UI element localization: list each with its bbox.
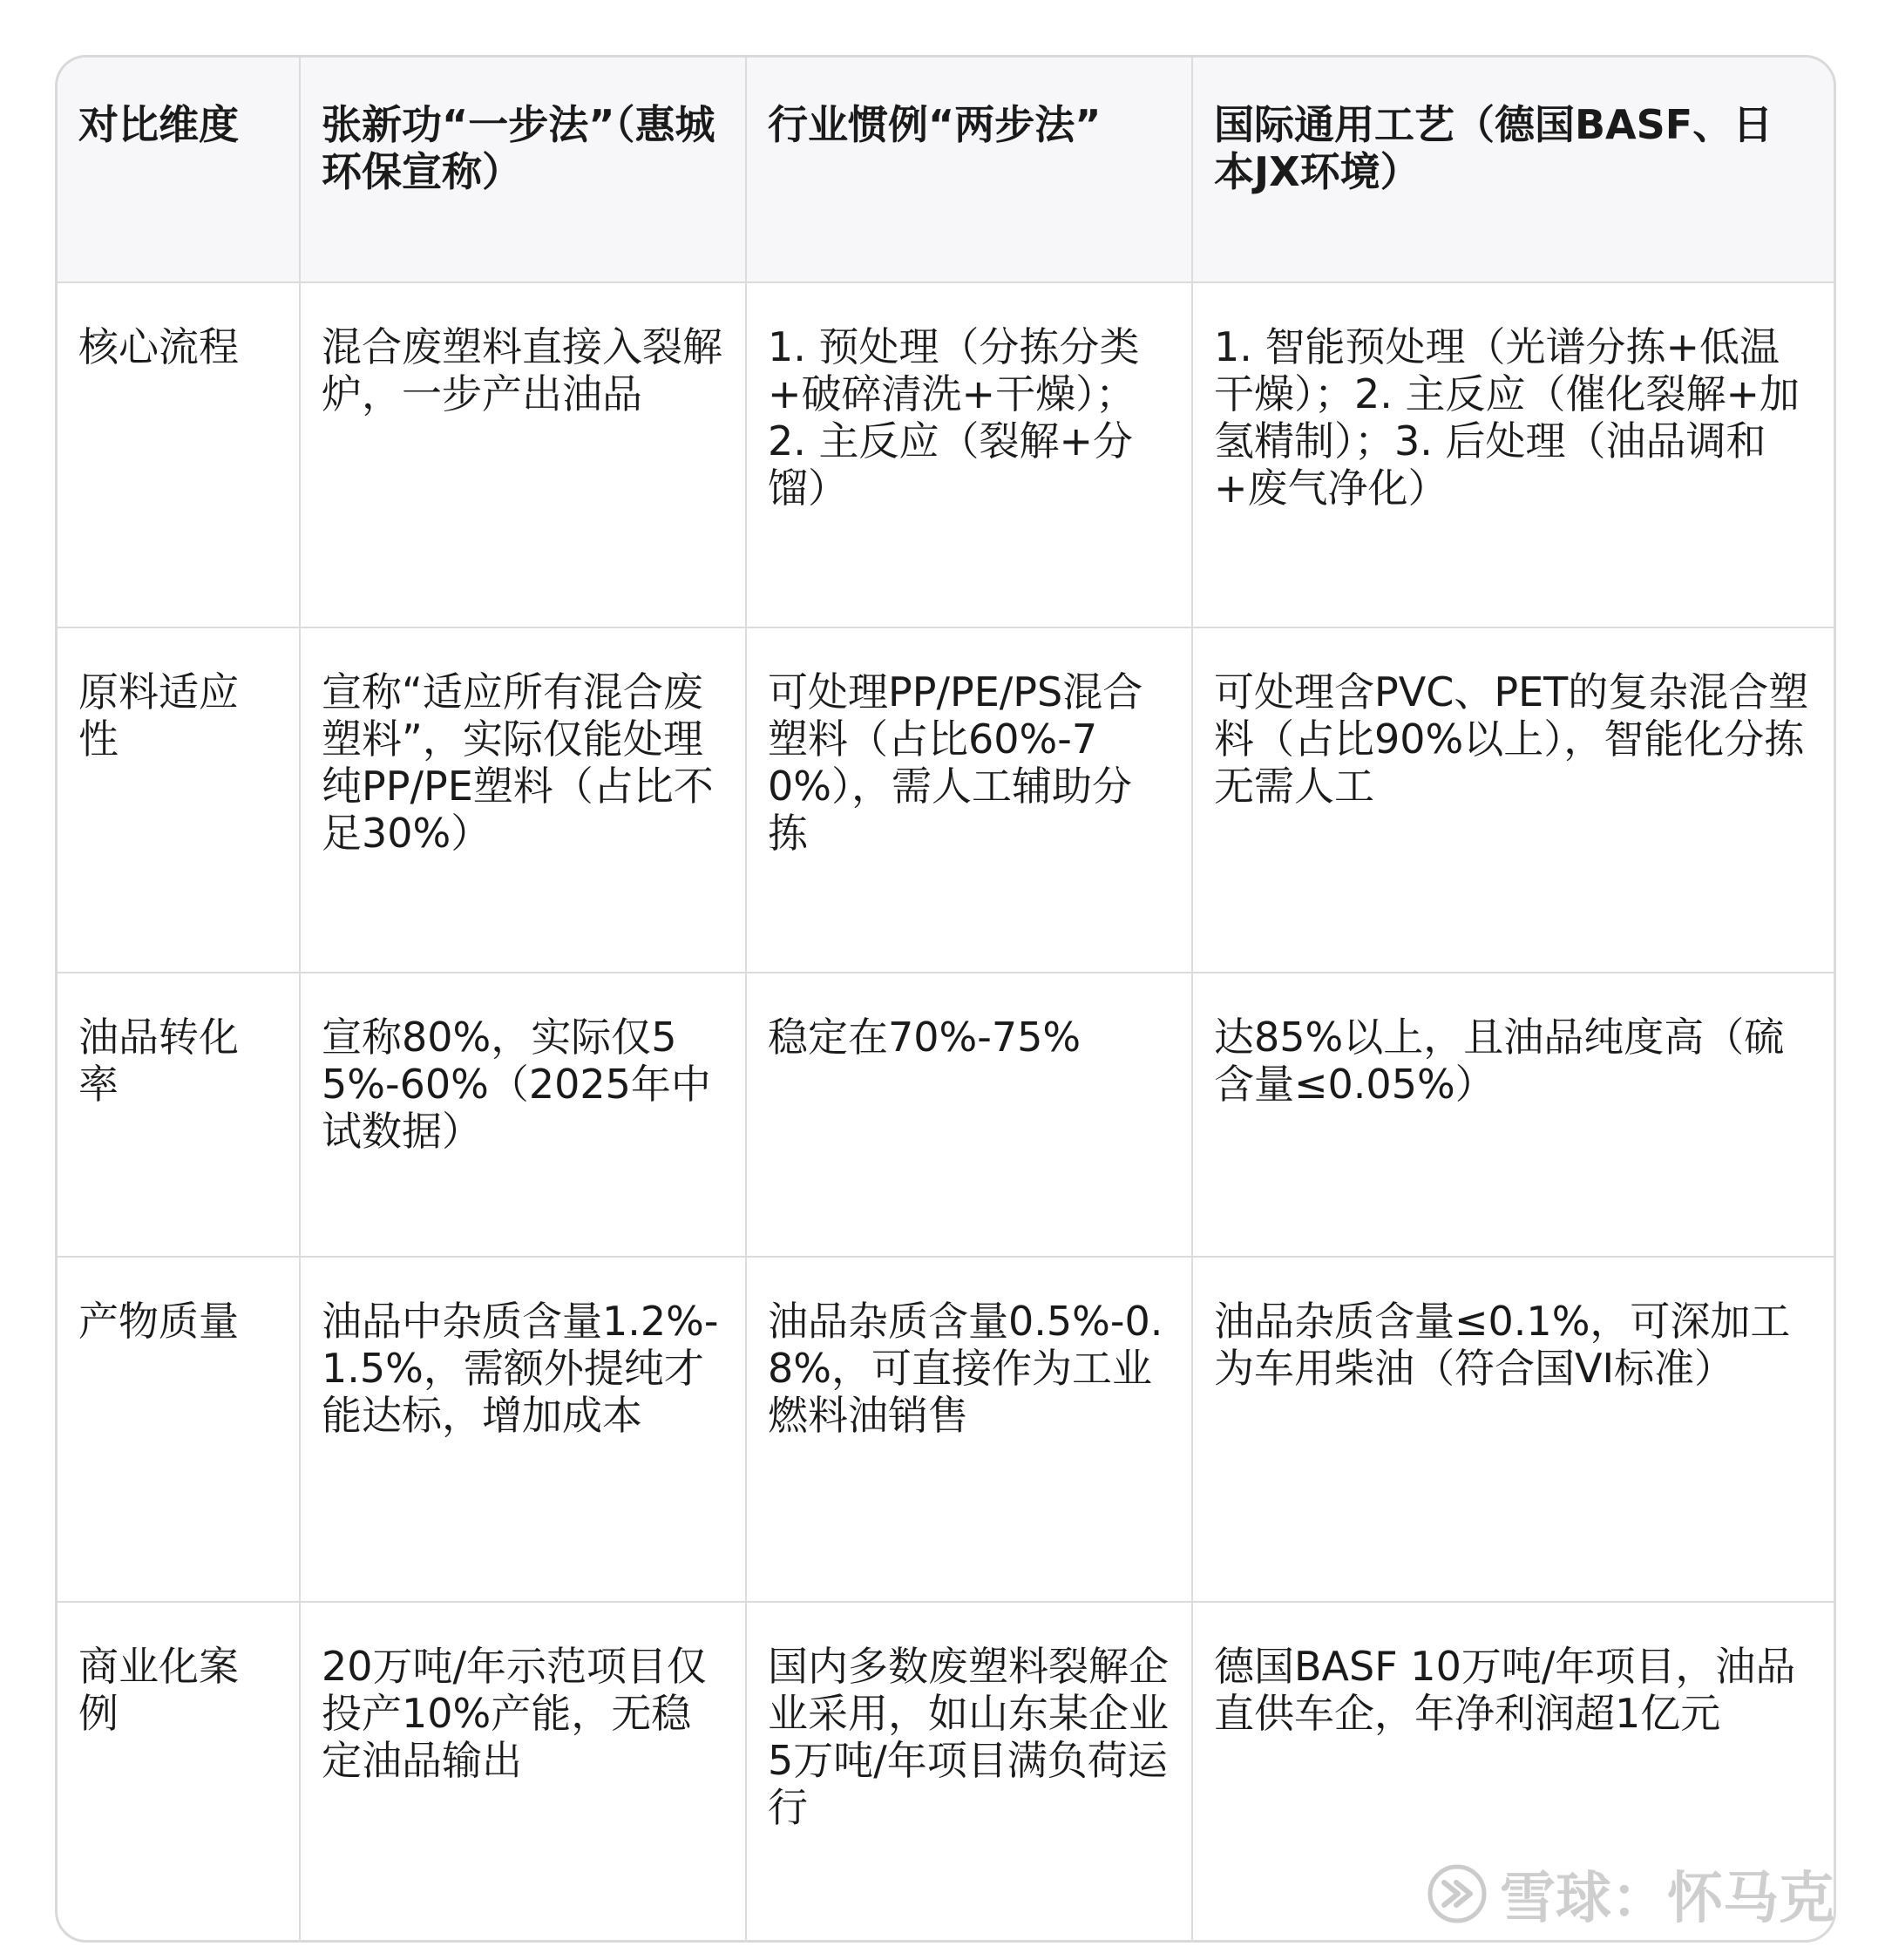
header-two-step-method: 行业惯例“两步法” xyxy=(746,58,1192,282)
table-cell: 达85%以上，且油品纯度高（硫含量≤0.05%） xyxy=(1192,973,1834,1257)
row-label: 油品转化率 xyxy=(58,973,300,1257)
table-cell: 油品杂质含量≤0.1%，可深加工为车用柴油（符合国VI标准） xyxy=(1192,1257,1834,1602)
table-row xyxy=(58,1602,1834,1942)
row-label: 产物质量 xyxy=(58,1257,300,1602)
table-cell: 混合废塑料直接入裂解炉，一步产出油品 xyxy=(300,282,746,627)
watermark-text: 雪球：怀马克 xyxy=(1500,1867,1834,1931)
table-cell: 可处理含PVC、PET的复杂混合塑料（占比90%以上），智能化分拣无需人工 xyxy=(1192,627,1834,973)
table-cell xyxy=(746,282,1192,627)
table-row xyxy=(58,973,1834,1257)
row-label: 原料适应性 xyxy=(58,627,300,973)
table-row xyxy=(58,282,1834,627)
table-row xyxy=(58,627,1834,973)
table-cell: 20万吨/年示范项目仅投产10%产能，无稳定油品输出 xyxy=(300,1602,746,1942)
comparison-table xyxy=(58,58,1834,1942)
table-cell: 稳定在70%-75% xyxy=(746,973,1192,1257)
header-international-process: 国际通用工艺（德国BASF、日本JX环境） xyxy=(1192,58,1834,282)
row-label: 商业化案例 xyxy=(58,1602,300,1942)
table-cell: 油品中杂质含量1.2%-1.5%，需额外提纯才能达标，增加成本 xyxy=(300,1257,746,1602)
table-cell: 1. 智能预处理（光谱分拣+低温干燥）；2. 主反应（催化裂解+加氢精制）；3. 后处理（油品调和+废气净化） xyxy=(1192,282,1834,627)
row-label: 核心流程 xyxy=(58,282,300,627)
header-one-step-method: 张新功“一步法”（惠城环保宣称） xyxy=(300,58,746,282)
table-cell: 宣称“适应所有混合废塑料”，实际仅能处理纯PP/PE塑料（占比不足30%） xyxy=(300,627,746,973)
cell-text: 1. 预处理（分拣分类+破碎清洗+干燥）；2. 主反应（裂解+分馏） xyxy=(768,323,1140,512)
table-cell: 油品杂质含量0.5%-0.8%，可直接作为工业燃料油销售 xyxy=(746,1257,1192,1602)
table-cell: 可处理PP/PE/PS混合塑料（占比60%-70%），需人工辅助分拣 xyxy=(746,627,1192,973)
header-dimension: 对比维度 xyxy=(58,58,300,282)
table-cell: 国内多数废塑料裂解企业采用，如山东某企业5万吨/年项目满负荷运行 xyxy=(746,1602,1192,1942)
table-cell: 宣称80%，实际仅55%-60%（2025年中试数据） xyxy=(300,973,746,1257)
table-row xyxy=(58,1257,1834,1602)
table-cell: 德国BASF 10万吨/年项目，油品直供车企，年净利润超1亿元 xyxy=(1214,1643,1796,1737)
comparison-table-container xyxy=(55,55,1836,1943)
table-header-row xyxy=(58,58,1834,282)
